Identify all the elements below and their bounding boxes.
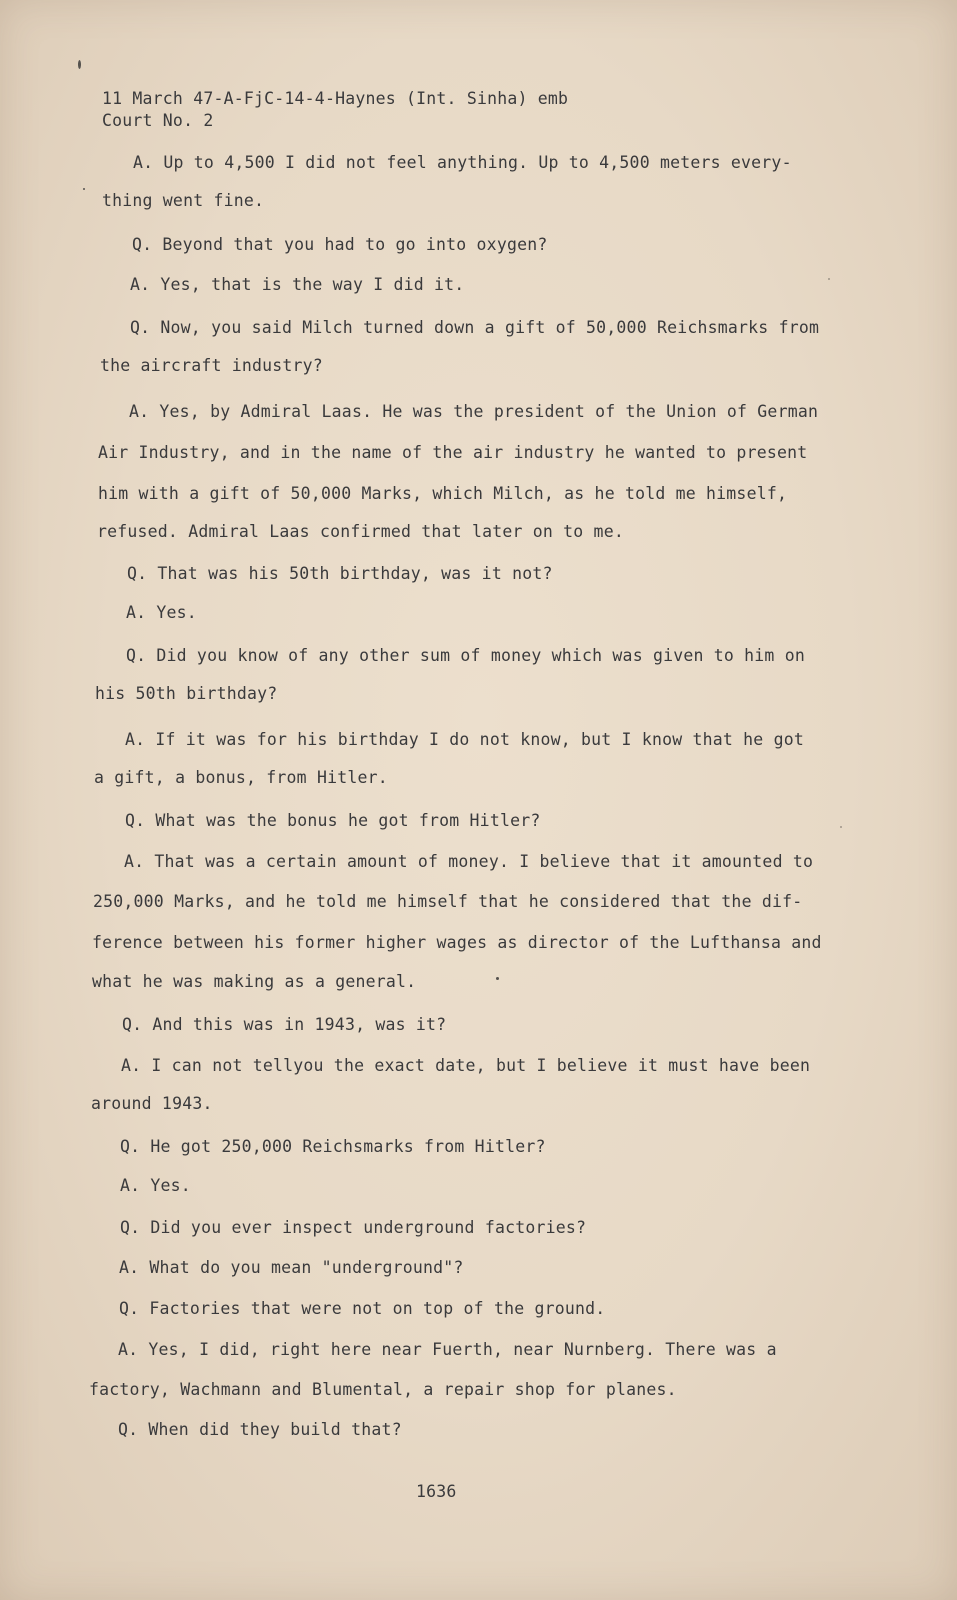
transcript-line: 250,000 Marks, and he told me himself that he considered that the dif- bbox=[93, 892, 803, 911]
ink-speck bbox=[840, 826, 842, 828]
transcript-line: Q. What was the bonus he got from Hitler? bbox=[125, 811, 541, 830]
transcript-line: A. Yes. bbox=[126, 603, 197, 622]
transcript-line: A. What do you mean "underground"? bbox=[119, 1258, 464, 1277]
transcript-line: A. I can not tellyou the exact date, but I believe it must have been bbox=[121, 1056, 811, 1075]
document-header bbox=[102, 88, 568, 132]
transcript-line: thing went fine. bbox=[102, 191, 265, 210]
transcript-line: a gift, a bonus, from Hitler. bbox=[94, 768, 388, 787]
transcript-line: Q. Now, you said Milch turned down a gift of 50,000 Reichsmarks from bbox=[130, 318, 820, 337]
transcript-line: ference between his former higher wages as director of the Lufthansa and bbox=[92, 933, 822, 952]
transcript-line: Q. And this was in 1943, was it? bbox=[122, 1015, 447, 1034]
transcript-line: A. If it was for his birthday I do not know, but I know that he got bbox=[125, 730, 804, 749]
transcript-line: A. Yes. bbox=[120, 1176, 191, 1195]
transcript-line: Q. Beyond that you had to go into oxygen? bbox=[132, 235, 548, 254]
transcript-line: A. Yes, that is the way I did it. bbox=[130, 275, 465, 294]
transcript-line: him with a gift of 50,000 Marks, which Milch, as he told me himself, bbox=[98, 484, 788, 503]
transcript-line: Q. Did you ever inspect underground factories? bbox=[120, 1218, 587, 1237]
transcript-line: factory, Wachmann and Blumental, a repair shop for planes. bbox=[89, 1380, 677, 1399]
transcript-line: A. Yes, I did, right here near Fuerth, near Nurnberg. There was a bbox=[118, 1340, 777, 1359]
ink-speck bbox=[496, 977, 499, 980]
transcript-line: Q. That was his 50th birthday, was it not? bbox=[127, 564, 553, 583]
transcript-line: what he was making as a general. bbox=[92, 972, 417, 991]
transcript-line: A. Yes, by Admiral Laas. He was the president of the Union of German bbox=[129, 402, 819, 421]
ink-speck bbox=[83, 188, 85, 190]
transcript-line: his 50th birthday? bbox=[95, 684, 278, 703]
header-line-2: Court No. 2 bbox=[102, 111, 214, 130]
ink-speck bbox=[828, 278, 830, 280]
transcript-line: A. That was a certain amount of money. I believe that it amounted to bbox=[124, 852, 814, 871]
header-line-1: 11 March 47-A-FjC-14-4-Haynes (Int. Sinha) emb bbox=[102, 89, 569, 108]
transcript-line: Q. He got 250,000 Reichsmarks from Hitler? bbox=[120, 1137, 546, 1156]
transcript-line: around 1943. bbox=[91, 1094, 213, 1113]
page-number: 1636 bbox=[416, 1482, 457, 1501]
transcript-line: Air Industry, and in the name of the air industry he wanted to present bbox=[98, 443, 808, 462]
transcript-line: Q. When did they build that? bbox=[118, 1420, 402, 1439]
transcript-line: A. Up to 4,500 I did not feel anything. Up to 4,500 meters every- bbox=[133, 153, 792, 172]
transcript-line: Q. Did you know of any other sum of money which was given to him on bbox=[126, 646, 805, 665]
transcript-line: the aircraft industry? bbox=[100, 356, 323, 375]
ink-speck bbox=[78, 60, 81, 69]
transcript-line: refused. Admiral Laas confirmed that later on to me. bbox=[97, 522, 624, 541]
transcript-line: Q. Factories that were not on top of the ground. bbox=[119, 1299, 606, 1318]
